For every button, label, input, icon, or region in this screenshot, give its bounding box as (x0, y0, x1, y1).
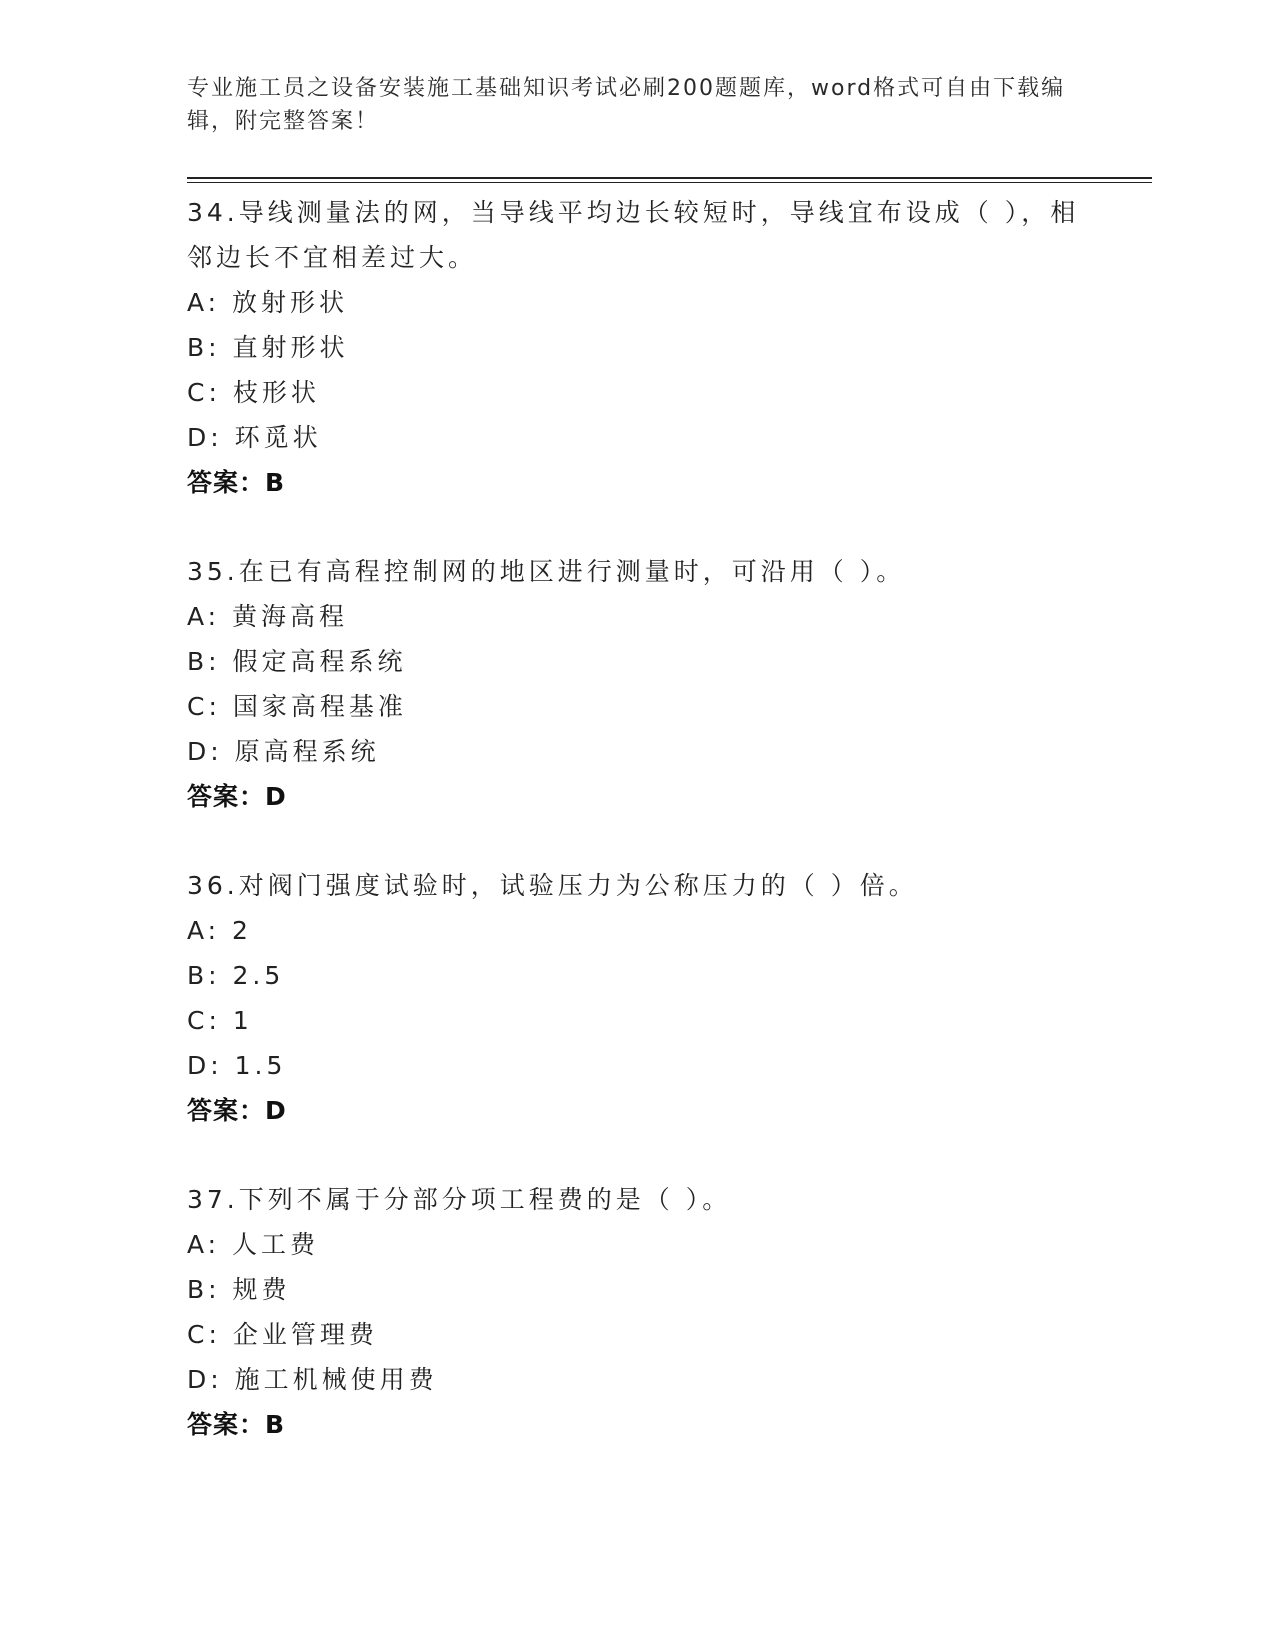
question-list (187, 190, 1087, 1491)
question-stem: 36.对阀门强度试验时，试验压力为公称压力的（ ）倍。 (187, 871, 918, 900)
option-d: D: 环觅状 (187, 423, 322, 452)
question-stem: 35.在已有高程控制网的地区进行测量时，可沿用（ ）。 (187, 557, 906, 586)
option-a: A: 黄海高程 (187, 602, 349, 631)
option-c: C: 1 (187, 1006, 253, 1035)
header-divider-thin (187, 182, 1152, 183)
question-35 (187, 549, 1087, 819)
option-b: B: 2.5 (187, 961, 285, 990)
answer-line: 答案：D (187, 1096, 287, 1125)
question-36 (187, 863, 1087, 1133)
option-a: A: 人工费 (187, 1230, 320, 1259)
option-b: B: 假定高程系统 (187, 647, 407, 676)
answer-line: 答案：B (187, 1410, 286, 1439)
answer-line: 答案：D (187, 782, 287, 811)
option-a: A: 放射形状 (187, 288, 349, 317)
option-c: C: 企业管理费 (187, 1320, 378, 1349)
question-stem: 34.导线测量法的网，当导线平均边长较短时，导线宜布设成（ ），相邻边长不宜相差过大。 (187, 198, 1080, 272)
option-c: C: 国家高程基准 (187, 692, 407, 721)
option-c: C: 枝形状 (187, 378, 320, 407)
option-d: D: 原高程系统 (187, 737, 380, 766)
question-37 (187, 1177, 1087, 1447)
question-34 (187, 190, 1087, 505)
option-d: D: 1.5 (187, 1051, 287, 1080)
answer-line: 答案：B (187, 468, 286, 497)
option-b: B: 规费 (187, 1275, 291, 1304)
document-header: 专业施工员之设备安装施工基础知识考试必刷200题题库，word格式可自由下载编辑，附完整答案！ (187, 76, 1066, 134)
question-stem: 37.下列不属于分部分项工程费的是（ ）。 (187, 1185, 732, 1214)
header-divider-thick (187, 177, 1152, 179)
option-b: B: 直射形状 (187, 333, 349, 362)
option-a: A: 2 (187, 916, 252, 945)
option-d: D: 施工机械使用费 (187, 1365, 438, 1394)
